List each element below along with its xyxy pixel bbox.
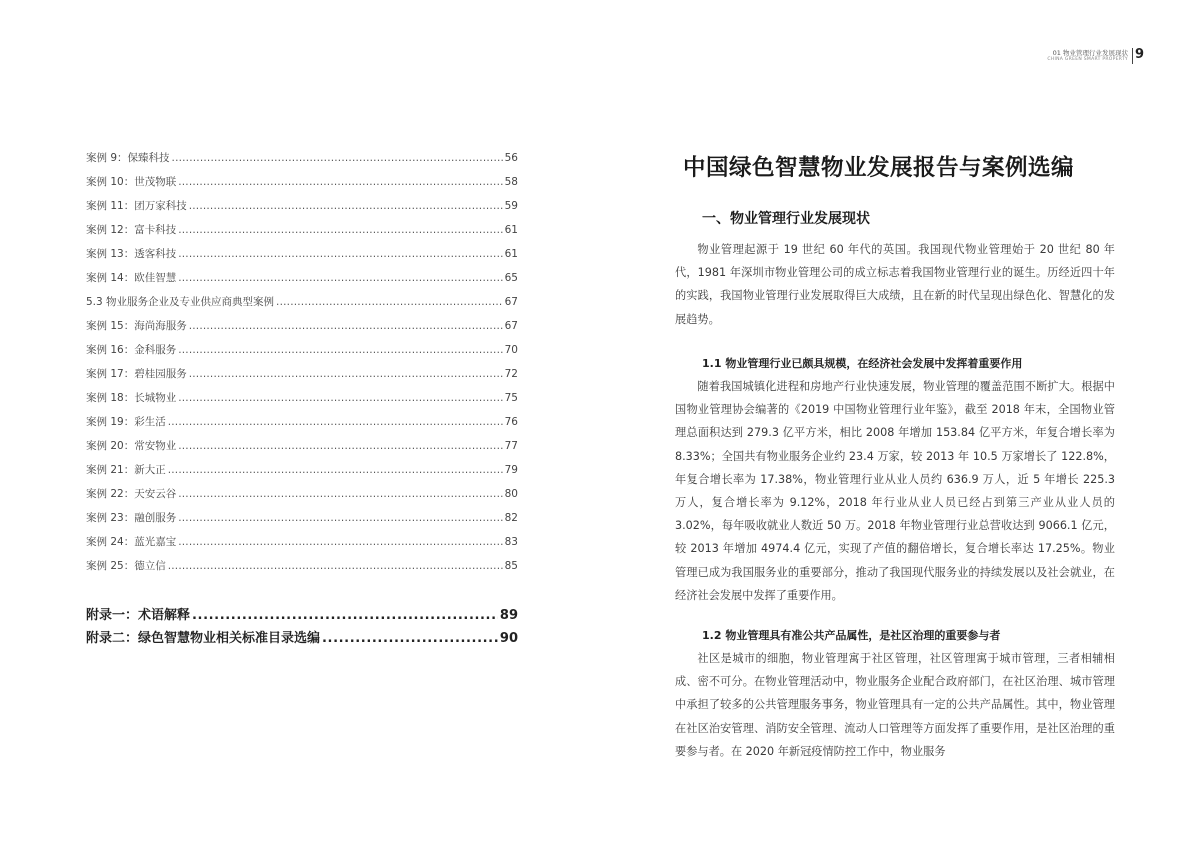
- toc-entry-page: 61: [504, 248, 518, 260]
- toc-entry-page: 58: [504, 176, 518, 188]
- toc-entry[interactable]: [86, 246, 518, 270]
- toc-leader-dots: [189, 368, 503, 380]
- running-header-text: [1047, 49, 1128, 63]
- toc-entry-label: 案例 10：世茂物联: [86, 176, 177, 188]
- toc-leader-dots: [168, 464, 503, 476]
- page-number: 9: [1134, 47, 1144, 62]
- toc-entry-page: 82: [504, 512, 518, 524]
- toc-entry[interactable]: [86, 150, 518, 174]
- toc-leader-dots: [178, 536, 502, 548]
- subsection-heading-1-1: 1.1 物业管理行业已颇具规模，在经济社会发展中发挥着重要作用: [702, 357, 1023, 370]
- toc-entry-page: 59: [504, 200, 518, 212]
- intro-paragraph: 物业管理起源于 19 世纪 60 年代的英国。我国现代物业管理始于 20 世纪 80 年代，1981 年深圳市物业管理公司的成立标志着我国物业管理行业的诞生。历经近四十年的实践，我国物业管理行业发展取得巨大成绩，且在新的时代呈现出绿色化、智慧化的发展趋势。: [675, 243, 1115, 326]
- toc-entry[interactable]: [86, 270, 518, 294]
- toc-leader-dots: [322, 631, 498, 646]
- toc-entry-label: 案例 21：新大正: [86, 464, 166, 476]
- toc-leader-dots: [192, 608, 498, 623]
- appendix-entry-page: 89: [499, 608, 518, 623]
- toc-leader-dots: [168, 560, 503, 572]
- toc-entry-label: 案例 15：海尚海服务: [86, 320, 187, 332]
- subsection-1-1-paragraph: 随着我国城镇化进程和房地产行业快速发展，物业管理的覆盖范围不断扩大。根据中国物业管理协会编著的《2019 中国物业管理行业年鉴》，截至 2018 年末，全国物业管理总面积达到 279.3 亿平方米，相比 2008 年增加 153.84 亿平方米，年复合增长率为 8.33%；全国共有物业服务企业约 23.4 万家，较 2013 年 10.5 万家增长了 122.8%，年复合增长率为 17.38%，物业管理行业从业人员约 636.9 万人，近 5 年增长 225.3 万人，复合增长率为 9.12%，2018 年行业从业人员已经占到第三产业从业人员的 3.02%，每年吸收就业人数近 50 万。2018 年物业管理行业总营收达到 9066.1 亿元，较 2013 年增加 4974.4 亿元，实现了产值的翻倍增长，复合增长率达 17.25%。物业管理已成为我国服务业的重要部分，推动了我国现代服务业的持续发展以及社会就业，在经济社会发展中发挥了重要作用。: [675, 380, 1115, 602]
- toc-leader-dots: [178, 176, 502, 188]
- toc-entry-page: 77: [504, 440, 518, 452]
- running-header-subtitle: CHINA GREEN SMART PROPERTY: [1047, 57, 1128, 62]
- toc-entry[interactable]: [86, 558, 518, 582]
- running-header: [844, 46, 1144, 68]
- toc-entry-page: 79: [504, 464, 518, 476]
- toc-entry-label: 案例 17：碧桂园服务: [86, 368, 187, 380]
- toc-entry-page: 61: [504, 224, 518, 236]
- toc-entry-page: 76: [504, 416, 518, 428]
- toc-entry[interactable]: [86, 222, 518, 246]
- toc-entry-page: 65: [504, 272, 518, 284]
- toc-entry-label: 案例 9：保臻科技: [86, 152, 170, 164]
- toc-entry-page: 67: [504, 320, 518, 332]
- toc-entry[interactable]: [86, 294, 518, 318]
- appendix-entry-page: 90: [499, 631, 518, 646]
- toc-entry[interactable]: [86, 342, 518, 366]
- toc-entry-page: 67: [504, 296, 518, 308]
- right-page: [595, 0, 1190, 842]
- toc-leader-dots: [178, 344, 502, 356]
- toc-entry-label: 案例 14：欧佳智慧: [86, 272, 177, 284]
- toc-leader-dots: [178, 272, 502, 284]
- toc-entry-label: 案例 16：金科服务: [86, 344, 177, 356]
- toc-entry[interactable]: [86, 462, 518, 486]
- toc-entry-page: 80: [504, 488, 518, 500]
- subsection-1-2-paragraph: 社区是城市的细胞，物业管理寓于社区管理，社区管理寓于城市管理，三者相辅相成、密不可分。在物业管理活动中，物业服务企业配合政府部门，在社区治理、城市管理中承担了较多的公共管理服务事务，物业管理具有一定的公共产品属性。其中，物业管理在社区治安管理、消防安全管理、流动人口管理等方面发挥了重要作用，是社区治理的重要参与者。在 2020 年新冠疫情防控工作中，物业服务: [675, 652, 1115, 758]
- toc-entry-page: 56: [504, 152, 518, 164]
- toc-entry-page: 83: [504, 536, 518, 548]
- appendix-entry-label: 附录一：术语解释: [86, 608, 191, 623]
- toc-entry[interactable]: [86, 198, 518, 222]
- table-of-contents: [86, 150, 518, 582]
- toc-entry-label: 案例 11：团万家科技: [86, 200, 187, 212]
- appendix-entry[interactable]: [86, 627, 518, 650]
- toc-leader-dots: [178, 440, 502, 452]
- toc-entry-label: 案例 18：长城物业: [86, 392, 177, 404]
- toc-entry[interactable]: [86, 366, 518, 390]
- page-title: 中国绿色智慧物业发展报告与案例选编: [683, 155, 1075, 181]
- toc-entry-page: 70: [504, 344, 518, 356]
- toc-leader-dots: [178, 224, 502, 236]
- toc-entry[interactable]: [86, 486, 518, 510]
- toc-leader-dots: [178, 248, 502, 260]
- running-header-title: 01 物业管理行业发展现状: [1052, 49, 1128, 57]
- toc-entry-label: 5.3 物业服务企业及专业供应商典型案例: [86, 296, 275, 308]
- toc-entry-label: 案例 25：德立信: [86, 560, 166, 572]
- section-heading: 一、物业管理行业发展现状: [702, 211, 870, 227]
- toc-entry-page: 75: [504, 392, 518, 404]
- toc-entry-label: 案例 13：透客科技: [86, 248, 177, 260]
- header-divider: [1132, 48, 1133, 64]
- toc-leader-dots: [168, 416, 503, 428]
- toc-entry[interactable]: [86, 510, 518, 534]
- toc-entry[interactable]: [86, 174, 518, 198]
- toc-entry-label: 案例 22：天安云谷: [86, 488, 177, 500]
- toc-leader-dots: [178, 512, 502, 524]
- toc-entry-label: 案例 12：富卡科技: [86, 224, 177, 236]
- toc-entry[interactable]: [86, 534, 518, 558]
- appendix-list: [86, 604, 518, 650]
- toc-leader-dots: [189, 320, 503, 332]
- toc-entry-label: 案例 24：蓝光嘉宝: [86, 536, 177, 548]
- toc-entry-label: 案例 20：常安物业: [86, 440, 177, 452]
- toc-entry[interactable]: [86, 318, 518, 342]
- toc-leader-dots: [276, 296, 503, 308]
- toc-entry[interactable]: [86, 414, 518, 438]
- appendix-entry-label: 附录二：绿色智慧物业相关标准目录选编: [86, 631, 321, 646]
- toc-leader-dots: [189, 200, 503, 212]
- toc-leader-dots: [178, 488, 502, 500]
- toc-entry[interactable]: [86, 390, 518, 414]
- subsection-heading-1-2: 1.2 物业管理具有准公共产品属性，是社区治理的重要参与者: [702, 629, 1001, 642]
- toc-leader-dots: [172, 152, 503, 164]
- appendix-entry[interactable]: [86, 604, 518, 627]
- toc-entry-label: 案例 23：融创服务: [86, 512, 177, 524]
- toc-entry-page: 72: [504, 368, 518, 380]
- toc-entry-page: 85: [504, 560, 518, 572]
- toc-entry[interactable]: [86, 438, 518, 462]
- toc-entry-label: 案例 19：彩生活: [86, 416, 166, 428]
- toc-leader-dots: [178, 392, 502, 404]
